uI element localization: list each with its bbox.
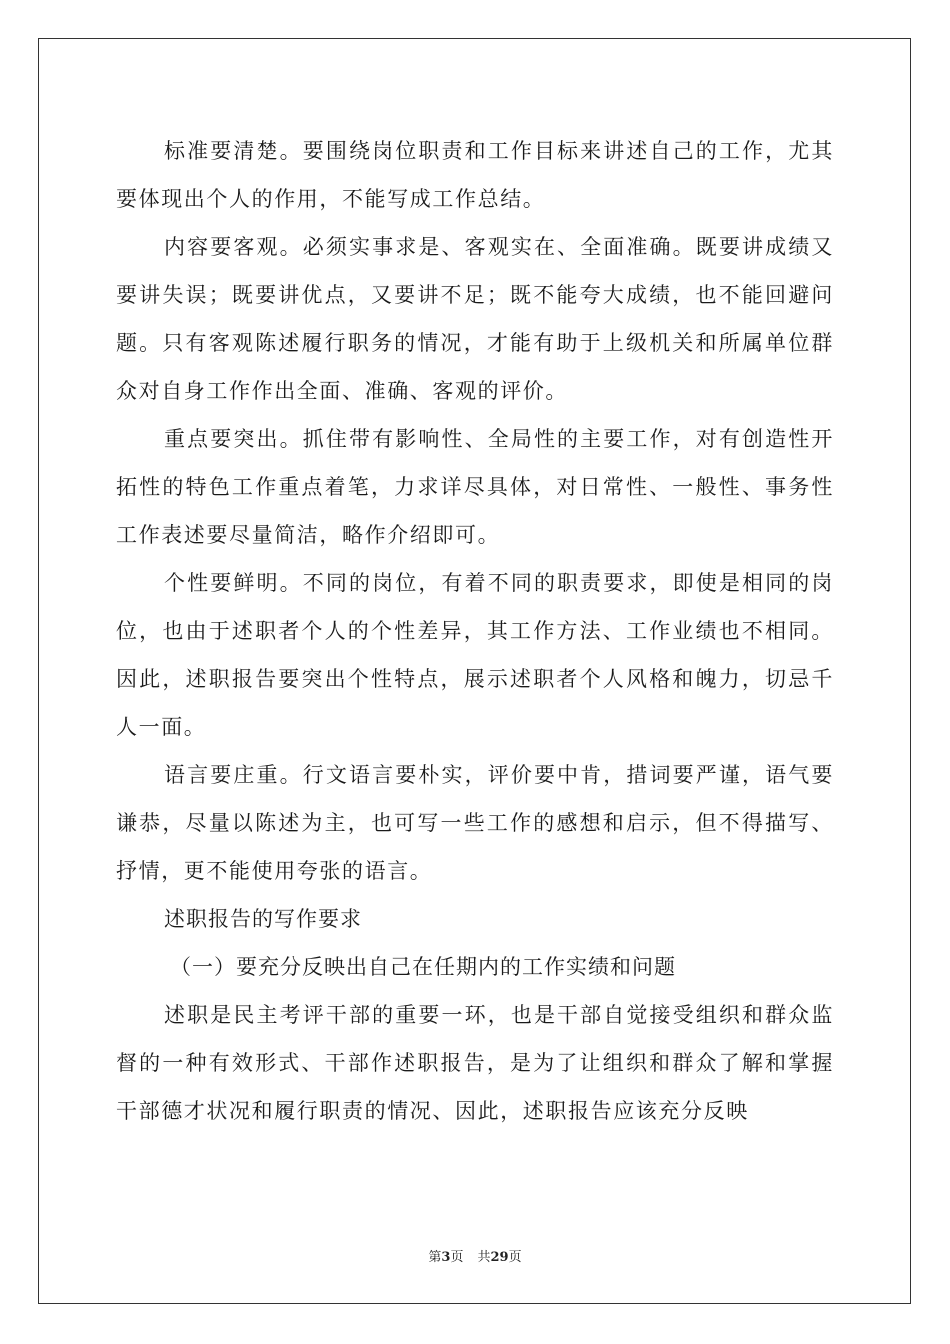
page-prefix: 第 [428,1250,442,1265]
page-footer [0,1246,950,1265]
subsection-heading: （一）要充分反映出自己在任期内的工作实绩和问题 [170,955,676,979]
paragraph: 语言要庄重。行文语言要朴实，评价要中肯，措词要严谨，语气要谦恭，尽量以陈述为主，也可写一些工作的感想和启示，但不得描写、抒情，更不能使用夸张的语言。 [116,763,834,883]
section-heading: 述职报告的写作要求 [164,907,362,931]
total-page-count: 29 [490,1250,509,1265]
paragraph: 个性要鲜明。不同的岗位，有着不同的职责要求，即使是相同的岗位，也由于述职者个人的个性差异，其工作方法、工作业绩也不相同。因此，述职报告要突出个性特点，展示述职者个人风格和魄力，切忌千人一面。 [116,571,834,739]
paragraph: 标准要清楚。要围绕岗位职责和工作目标来讲述自己的工作，尤其要体现出个人的作用，不能写成工作总结。 [116,139,834,211]
paragraph: 内容要客观。必须实事求是、客观实在、全面准确。既要讲成绩又要讲失误；既要讲优点，又要讲不足；既不能夸大成绩，也不能回避问题。只有客观陈述履行职务的情况，才能有助于上级机关和所属单位群众对自身工作作出全面、准确、客观的评价。 [116,235,834,403]
document-body [116,127,834,1135]
paragraph: 述职是民主考评干部的重要一环，也是干部自觉接受组织和群众监督的一种有效形式、干部作述职报告，是为了让组织和群众了解和掌握干部德才状况和履行职责的情况、因此，述职报告应该充分反映 [116,1003,834,1123]
paragraph: 重点要突出。抓住带有影响性、全局性的主要工作，对有创造性开拓性的特色工作重点着笔，力求详尽具体，对日常性、一般性、事务性工作表述要尽量简洁，略作介绍即可。 [116,427,834,547]
page-suffix: 页 [450,1250,464,1265]
total-prefix: 共 [477,1250,491,1265]
current-page-number: 3 [441,1250,451,1265]
total-suffix: 页 [508,1250,522,1265]
